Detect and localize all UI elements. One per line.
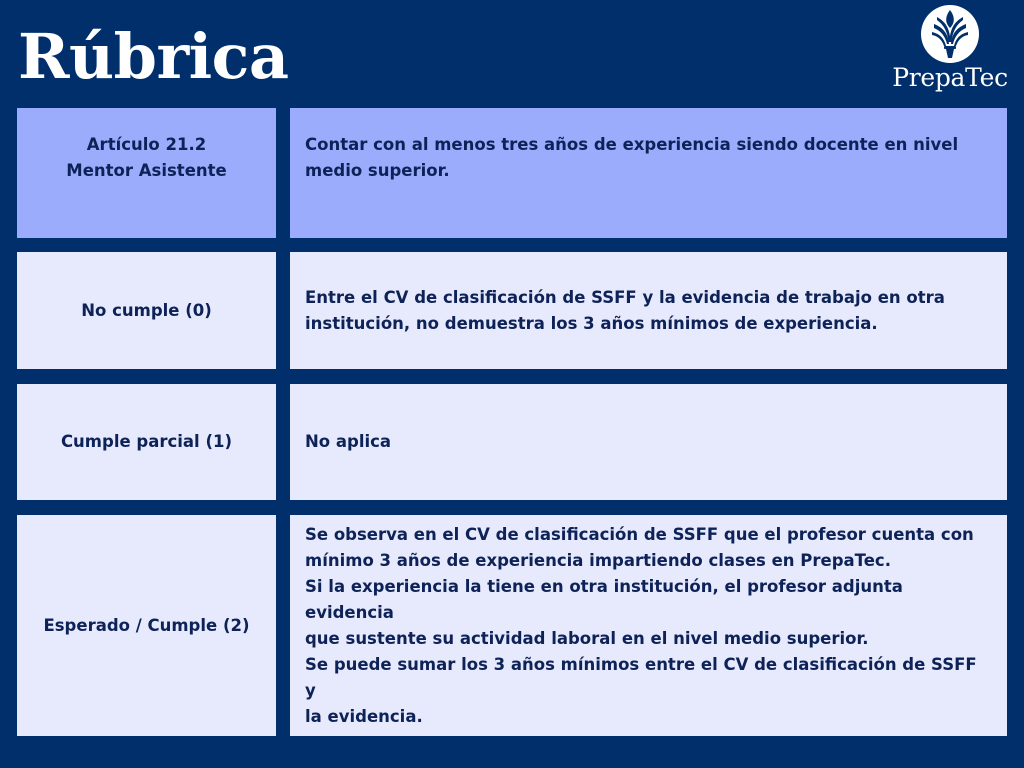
rubric-row-description-text: Entre el CV de clasificación de SSFF y la evidencia de trabajo en otra institución, no demuestra los 3 años mínimos de experiencia. <box>305 287 945 333</box>
rubric-header-description-text: Contar con al menos tres años de experiencia siendo docente en nivel medio superior. <box>305 135 959 180</box>
rubric-row-description-cumple-parcial <box>290 384 1007 500</box>
rubric-header-label-text: Artículo 21.2 Mentor Asistente <box>66 135 227 180</box>
torch-flame-icon <box>920 4 980 64</box>
prepatec-logo <box>884 4 1016 96</box>
rubric-row-description-esperado-cumple <box>290 515 1007 736</box>
rubric-row-description-text: Se observa en el CV de clasificación de SSFF que el profesor cuenta con mínimo 3 años de experiencia impartiendo clases en PrepaTec. Si la experiencia la tiene en otra institución, el profesor adjunta evidencia que sustente su actividad laboral en el nivel medio superior. Se puede sumar los 3 años mínimos entre el CV de clasificación de SSFF y la evidencia. <box>305 524 977 726</box>
page-title: Rúbrica <box>18 20 289 93</box>
rubric-row-label-esperado-cumple <box>17 515 276 736</box>
logo-text: PrepaTec <box>892 63 1008 92</box>
rubric-row-label-cumple-parcial <box>17 384 276 500</box>
rubric-row-description-text: No aplica <box>305 432 392 451</box>
rubric-row-label-no-cumple <box>17 252 276 369</box>
rubric-row-label-text: Esperado / Cumple (2) <box>43 615 250 635</box>
rubric-row-description-no-cumple <box>290 252 1007 369</box>
rubric-header-label <box>17 108 276 238</box>
rubric-row-label-text: No cumple (0) <box>81 300 212 320</box>
rubric-row-label-text: Cumple parcial (1) <box>60 432 233 451</box>
rubric-header-description <box>290 108 1007 238</box>
